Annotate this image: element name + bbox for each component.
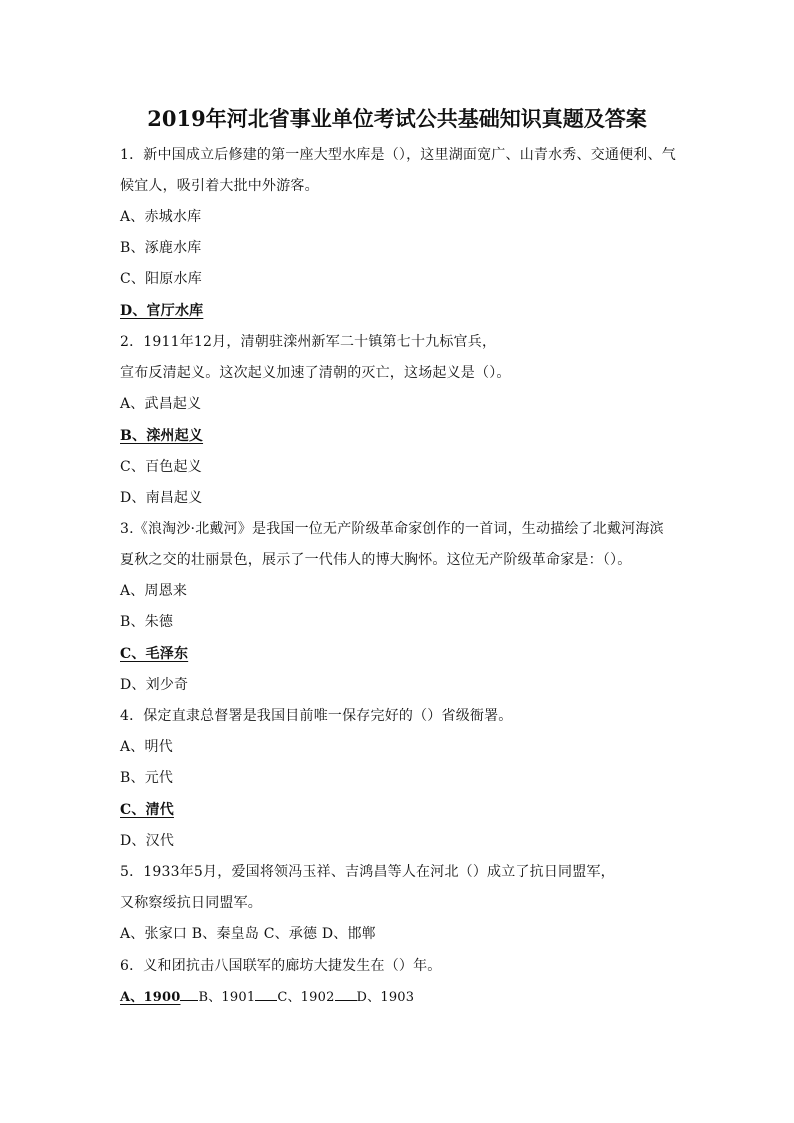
q6-blank-gap [335,988,357,1001]
q4-option-b: B、元代 [120,770,174,786]
q4-option-d: D、汉代 [120,833,175,849]
q1-option-c: C、阳原水库 [120,271,202,287]
q2-stem-line1: 2．1911年12月，清朝驻滦州新军二十镇第七十九标官兵， [120,334,497,350]
q3-stem-line2: 夏秋之交的壮丽景色，展示了一代伟人的博大胸怀。这位无产阶级革命家是：（）。 [120,552,632,568]
q2-stem-line2: 宣布反清起义。这次起义加速了清朝的灭亡，这场起义是（）。 [120,365,511,381]
q1-option-b: B、涿鹿水库 [120,240,202,256]
q4-option-c-answer: C、清代 [120,802,174,818]
q6-option-b: B、1901 [198,990,256,1005]
q6-option-c: C、1902 [277,990,335,1005]
q1-option-d-answer: D、官厅水库 [120,303,204,319]
q6-blank-gap [180,988,198,1001]
q2-option-b-answer: B、滦州起义 [120,428,204,444]
q4-stem-line1: 4．保定直隶总督署是我国目前唯一保存完好的（）省级衙署。 [120,708,513,724]
q3-stem-line1: 3.《浪淘沙·北戴河》是我国一位无产阶级革命家创作的一首词，生动描绘了北戴河海滨 [120,521,664,537]
q6-blank-gap [255,988,277,1001]
q2-option-c: C、百色起义 [120,459,202,475]
q3-option-c-answer: C、毛泽东 [120,646,189,662]
q1-option-a: A、赤城水库 [120,209,202,225]
q1-stem-line2: 候宜人，吸引着大批中外游客。 [120,178,319,194]
q6-options [120,988,414,1007]
q4-option-a: A、明代 [120,739,173,755]
q6-option-d: D、1903 [356,990,415,1005]
q2-option-d: D、南昌起义 [120,490,203,506]
q3-option-b: B、朱德 [120,614,174,630]
q5-stem-line1: 5．1933年5月，爱国将领冯玉祥、吉鸿昌等人在河北（）成立了抗日同盟军， [120,864,615,880]
q5-options: A、张家口 B、秦皇岛 C、承德 D、邯郸 [120,926,376,942]
q6-option-a-answer: A、1900 [120,990,181,1005]
document-title: 2019年河北省事业单位考试公共基础知识真题及答案 [147,106,647,131]
q1-stem-line1: 1．新中国成立后修建的第一座大型水库是（），这里湖面宽广、山青水秀、交通便利、气 [120,147,676,163]
q5-stem-line2: 又称察绥抗日同盟军。 [120,895,262,911]
q6-stem-line1: 6．义和团抗击八国联军的廊坊大捷发生在（）年。 [120,958,442,974]
q3-option-d: D、刘少奇 [120,677,189,693]
q2-option-a: A、武昌起义 [120,396,202,412]
q3-option-a: A、周恩来 [120,583,188,599]
